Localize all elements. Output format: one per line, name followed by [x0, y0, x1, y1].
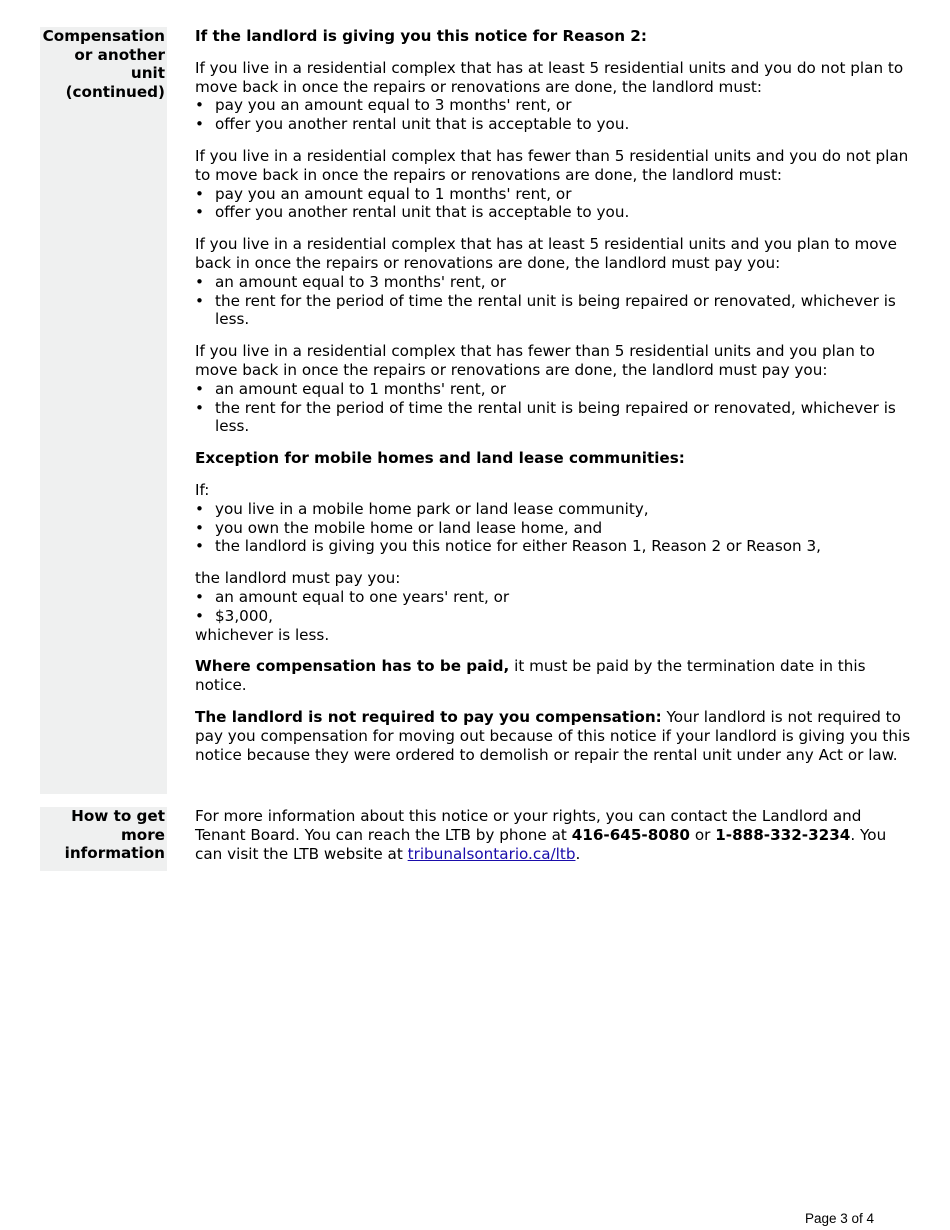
list-item: • offer you another rental unit that is acceptable to you. — [195, 203, 630, 222]
block-3-list — [195, 273, 913, 329]
list-item: • the rent for the period of time the rental unit is being repaired or renovated, whichever is less. — [195, 398, 896, 436]
not-required-paragraph: The landlord is not required to pay you compensation: Your landlord is not required to pay you compensation for moving out because of this notice if your landlord is giving you this notice because they were ordered to demolish or repair the rental unit under any Act or law. — [195, 707, 911, 764]
list-item: • the rent for the period of time the rental unit is being repaired or renovated, whichever is less. — [195, 291, 896, 329]
list-item: • an amount equal to 3 months' rent, or — [195, 272, 506, 291]
block-2-text: If you live in a residential complex that has fewer than 5 residential units and you do not plan to move back in once the repairs or renovations are done, the landlord must: — [195, 146, 909, 184]
block-2-list — [195, 185, 913, 223]
phone-number-local: 416-645-8080 — [571, 825, 690, 844]
list-item: • an amount equal to 1 months' rent, or — [195, 379, 506, 398]
where-paid-paragraph: Where compensation has to be paid, it must be paid by the termination date in this notice. — [195, 657, 866, 695]
exception-whichever: whichever is less. — [195, 625, 330, 644]
list-item: • offer you another rental unit that is acceptable to you. — [195, 115, 630, 134]
list-item: • the landlord is giving you this notice for either Reason 1, Reason 2 or Reason 3, — [195, 537, 821, 556]
list-item: • pay you an amount equal to 1 months' rent, or — [195, 184, 572, 203]
reason2-heading: If the landlord is giving you this notice for Reason 2: — [195, 27, 647, 45]
more-info-section — [40, 807, 910, 871]
more-info-section-body — [195, 807, 913, 863]
block-3-text: If you live in a residential complex that has at least 5 residential units and you plan to move back in once the repairs or renovations are done, the landlord must pay you: — [195, 235, 897, 272]
compensation-section-body — [195, 27, 913, 764]
list-item: • an amount equal to one years' rent, or — [195, 587, 510, 606]
page-number: Page 3 of 4 — [805, 1211, 875, 1226]
ltb-website-link[interactable]: tribunalsontario.ca/ltb — [407, 844, 576, 863]
section-label-line: Compensation — [42, 27, 165, 45]
section-label-line: information — [64, 844, 165, 862]
section-label-line: unit — [130, 64, 165, 82]
list-item: • $3,000, — [195, 606, 273, 625]
exception-heading: Exception for mobile homes and land lease communities: — [195, 449, 685, 468]
block-1-text: If you live in a residential complex that has at least 5 residential units and you do not plan to move back in once the repairs or renovations are done, the landlord must: — [195, 58, 904, 96]
more-info-paragraph: For more information about this notice or your rights, you can contact the Landlord and Tenant Board. You can reach the LTB by phone at 416-645-8080 or 1-888-332-3234. You can visit the LTB website at tribunalsontario.ca/ltb. — [195, 807, 887, 863]
exception-amounts-list — [195, 588, 913, 626]
exception-if-label: If: — [195, 480, 210, 499]
block-4-list — [195, 380, 913, 436]
exception-conditions-list — [195, 500, 913, 556]
block-4-text: If you live in a residential complex that has fewer than 5 residential units and you plan to move back in once the repairs or renovations are done, the landlord must pay you: — [195, 342, 875, 379]
more-info-section-label — [40, 807, 167, 871]
exception-must-pay: the landlord must pay you: — [195, 569, 401, 588]
section-label-line: or another — [74, 45, 165, 64]
list-item: • you own the mobile home or land lease home, and — [195, 518, 603, 537]
compensation-section-label — [40, 27, 167, 794]
section-label-line: (continued) — [65, 82, 165, 101]
compensation-section — [40, 27, 910, 794]
list-item: • you live in a mobile home park or land lease community, — [195, 499, 649, 518]
block-1-list — [195, 96, 913, 134]
list-item: • pay you an amount equal to 3 months' rent, or — [195, 96, 572, 115]
phone-number-tollfree: 1-888-332-3234 — [715, 825, 851, 844]
section-label-line: more — [120, 825, 165, 844]
section-label-line: How to get — [71, 807, 165, 825]
